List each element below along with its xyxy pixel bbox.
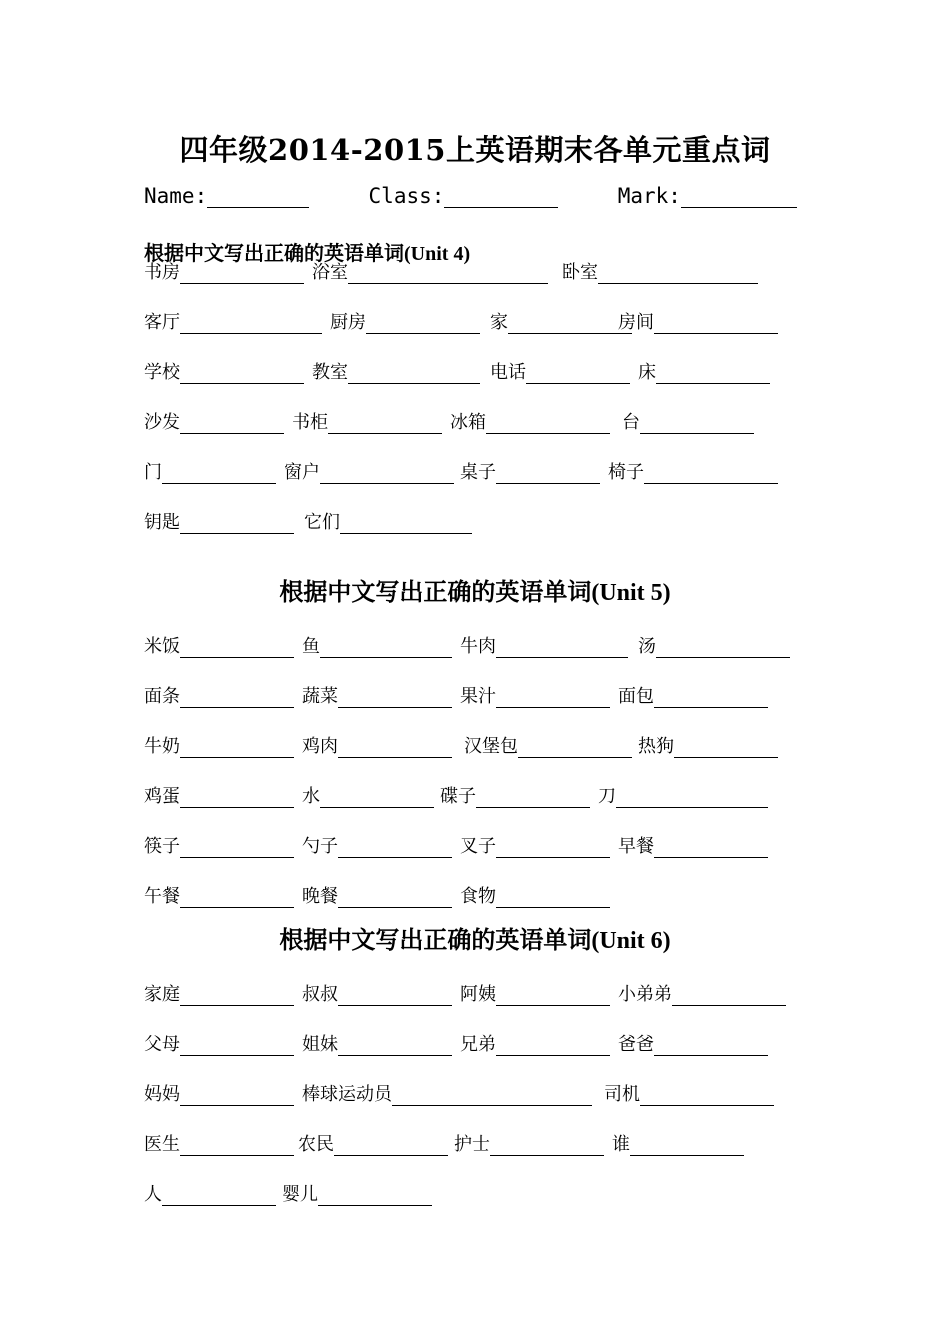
vocab-item [302,984,452,1006]
chinese-word: 浴室 [312,262,348,283]
answer-blank[interactable] [348,363,480,384]
chinese-word: 卧室 [562,262,598,283]
answer-blank[interactable] [180,687,294,708]
vocab-item [292,412,442,434]
unit6-heading: 根据中文写出正确的英语单词(Unit 6) [279,928,671,954]
answer-blank[interactable] [392,1085,592,1106]
mark-blank[interactable] [681,185,797,208]
vocab-item [460,886,610,908]
answer-blank[interactable] [672,985,786,1006]
chinese-word: 汉堡包 [464,736,518,757]
chinese-word: 妈妈 [144,1084,180,1105]
chinese-word: 果汁 [460,686,496,707]
chinese-word: 阿姨 [460,984,496,1005]
answer-blank[interactable] [656,637,790,658]
chinese-word: 婴儿 [282,1184,318,1205]
vocab-item [562,262,758,284]
unit5-heading: 根据中文写出正确的英语单词(Unit 5) [279,580,671,606]
vocab-item [312,362,480,384]
vocab-item [284,462,454,484]
page-title: 四年级2014-2015上英语期末各单元重点词 [179,133,771,167]
vocab-item [144,786,294,808]
answer-blank[interactable] [180,1035,294,1056]
chinese-word: 房间 [618,312,654,333]
vocab-item [490,312,632,334]
answer-blank[interactable] [486,413,610,434]
answer-blank[interactable] [320,463,454,484]
answer-blank[interactable] [338,687,452,708]
answer-blank[interactable] [180,513,294,534]
chinese-word: 汤 [638,636,656,657]
chinese-word: 书柜 [292,412,328,433]
vocab-item [618,1034,768,1056]
vocab-item [304,512,472,534]
answer-blank[interactable] [490,1135,604,1156]
vocab-item [144,836,294,858]
chinese-word: 晚餐 [302,886,338,907]
vocab-item [144,686,294,708]
answer-blank[interactable] [318,1185,432,1206]
answer-blank[interactable] [348,263,548,284]
chinese-word: 人 [144,1184,162,1205]
vocab-item [144,512,294,534]
vocab-item [144,984,294,1006]
vocab-item [302,1084,592,1106]
answer-blank[interactable] [598,263,758,284]
answer-blank[interactable] [338,837,452,858]
vocab-item [144,312,322,334]
answer-blank[interactable] [338,887,452,908]
student-info-line [144,184,797,208]
vocab-item [622,412,754,434]
chinese-word: 学校 [144,362,180,383]
class-blank[interactable] [444,185,558,208]
vocab-item [298,1134,448,1156]
chinese-word: 椅子 [608,462,644,483]
vocab-item [618,984,786,1006]
answer-blank[interactable] [654,687,768,708]
vocab-item [312,262,548,284]
answer-blank[interactable] [496,463,600,484]
chinese-word: 勺子 [302,836,338,857]
chinese-word: 小弟弟 [618,984,672,1005]
chinese-word: 它们 [304,512,340,533]
vocab-item [440,786,590,808]
chinese-word: 蔬菜 [302,686,338,707]
answer-blank[interactable] [496,887,610,908]
chinese-word: 叔叔 [302,984,338,1005]
answer-blank[interactable] [630,1135,744,1156]
answer-blank[interactable] [180,1085,294,1106]
vocab-item [144,1034,294,1056]
vocab-item [490,362,630,384]
chinese-word: 家 [490,312,508,333]
chinese-word: 教室 [312,362,348,383]
vocab-item [460,636,628,658]
answer-blank[interactable] [180,637,294,658]
vocab-item [618,312,778,334]
chinese-word: 鸡蛋 [144,786,180,807]
answer-blank[interactable] [340,513,472,534]
answer-blank[interactable] [656,363,770,384]
vocab-item [144,412,284,434]
answer-blank[interactable] [508,313,632,334]
answer-blank[interactable] [162,463,276,484]
chinese-word: 谁 [612,1134,630,1155]
vocab-item [598,786,768,808]
answer-blank[interactable] [180,985,294,1006]
answer-blank[interactable] [654,1035,768,1056]
chinese-word: 早餐 [618,836,654,857]
chinese-word: 父母 [144,1034,180,1055]
answer-blank[interactable] [320,787,434,808]
chinese-word: 台 [622,412,640,433]
chinese-word: 面包 [618,686,654,707]
chinese-word: 冰箱 [450,412,486,433]
answer-blank[interactable] [180,837,294,858]
answer-blank[interactable] [644,463,778,484]
name-label: Name: [144,184,208,208]
chinese-word: 桌子 [460,462,496,483]
chinese-word: 食物 [460,886,496,907]
chinese-word: 午餐 [144,886,180,907]
answer-blank[interactable] [674,737,778,758]
vocab-item [144,1084,294,1106]
vocab-item [144,886,294,908]
chinese-word: 热狗 [638,736,674,757]
vocab-item [460,1034,610,1056]
chinese-word: 棒球运动员 [302,1084,392,1105]
vocab-item [460,984,610,1006]
vocab-item [464,736,632,758]
vocab-item [638,636,790,658]
vocab-item [638,362,770,384]
vocab-item [302,836,452,858]
vocab-item [330,312,480,334]
answer-blank[interactable] [640,1085,774,1106]
answer-blank[interactable] [640,413,754,434]
answer-blank[interactable] [180,787,294,808]
answer-blank[interactable] [180,313,322,334]
answer-blank[interactable] [320,637,452,658]
vocab-item [618,836,768,858]
chinese-word: 门 [144,462,162,483]
vocab-item [144,262,304,284]
vocab-item [604,1084,774,1106]
chinese-word: 筷子 [144,836,180,857]
vocab-item [460,462,600,484]
vocab-item [460,836,610,858]
vocab-item [302,786,434,808]
vocab-item [460,686,610,708]
answer-blank[interactable] [338,737,452,758]
answer-blank[interactable] [334,1135,448,1156]
vocab-item [144,362,304,384]
vocab-item [302,736,452,758]
answer-blank[interactable] [496,637,628,658]
vocab-item [450,412,610,434]
vocab-item [144,636,294,658]
chinese-word: 牛奶 [144,736,180,757]
answer-blank[interactable] [180,887,294,908]
answer-blank[interactable] [338,985,452,1006]
chinese-word: 沙发 [144,412,180,433]
answer-blank[interactable] [366,313,480,334]
chinese-word: 刀 [598,786,616,807]
vocab-item [454,1134,604,1156]
chinese-word: 厨房 [330,312,366,333]
answer-blank[interactable] [476,787,590,808]
chinese-word: 农民 [298,1134,334,1155]
answer-blank[interactable] [526,363,630,384]
answer-blank[interactable] [180,363,304,384]
chinese-word: 鸡肉 [302,736,338,757]
answer-blank[interactable] [180,263,304,284]
unit4-heading: 根据中文写出正确的英语单词(Unit 4) [144,243,471,265]
chinese-word: 鱼 [302,636,320,657]
class-label: Class: [368,184,445,208]
answer-blank[interactable] [616,787,768,808]
answer-blank[interactable] [496,837,610,858]
chinese-word: 叉子 [460,836,496,857]
chinese-word: 钥匙 [144,512,180,533]
chinese-word: 电话 [490,362,526,383]
chinese-word: 米饭 [144,636,180,657]
chinese-word: 碟子 [440,786,476,807]
answer-blank[interactable] [338,1035,452,1056]
chinese-word: 家庭 [144,984,180,1005]
answer-blank[interactable] [496,1035,610,1056]
chinese-word: 爸爸 [618,1034,654,1055]
chinese-word: 兄弟 [460,1034,496,1055]
chinese-word: 水 [302,786,320,807]
chinese-word: 护士 [454,1134,490,1155]
chinese-word: 姐妹 [302,1034,338,1055]
vocab-item [302,1034,452,1056]
vocab-item [638,736,778,758]
answer-blank[interactable] [654,837,768,858]
chinese-word: 床 [638,362,656,383]
vocab-item [144,1184,276,1206]
chinese-word: 窗户 [284,462,320,483]
vocab-item [612,1134,744,1156]
vocab-item [302,636,452,658]
vocab-item [608,462,778,484]
name-blank[interactable] [207,185,309,208]
answer-blank[interactable] [162,1185,276,1206]
answer-blank[interactable] [496,687,610,708]
vocab-item [302,686,452,708]
chinese-word: 医生 [144,1134,180,1155]
chinese-word: 书房 [144,262,180,283]
chinese-word: 牛肉 [460,636,496,657]
vocab-item [282,1184,432,1206]
vocab-item [618,686,768,708]
chinese-word: 客厅 [144,312,180,333]
chinese-word: 司机 [604,1084,640,1105]
answer-blank[interactable] [180,1135,294,1156]
chinese-word: 面条 [144,686,180,707]
answer-blank[interactable] [180,737,294,758]
answer-blank[interactable] [496,985,610,1006]
vocab-item [144,736,294,758]
vocab-item [144,462,276,484]
vocab-item [144,1134,294,1156]
answer-blank[interactable] [518,737,632,758]
mark-label: Mark: [617,184,681,208]
answer-blank[interactable] [180,413,284,434]
answer-blank[interactable] [328,413,442,434]
answer-blank[interactable] [654,313,778,334]
vocab-item [302,886,452,908]
